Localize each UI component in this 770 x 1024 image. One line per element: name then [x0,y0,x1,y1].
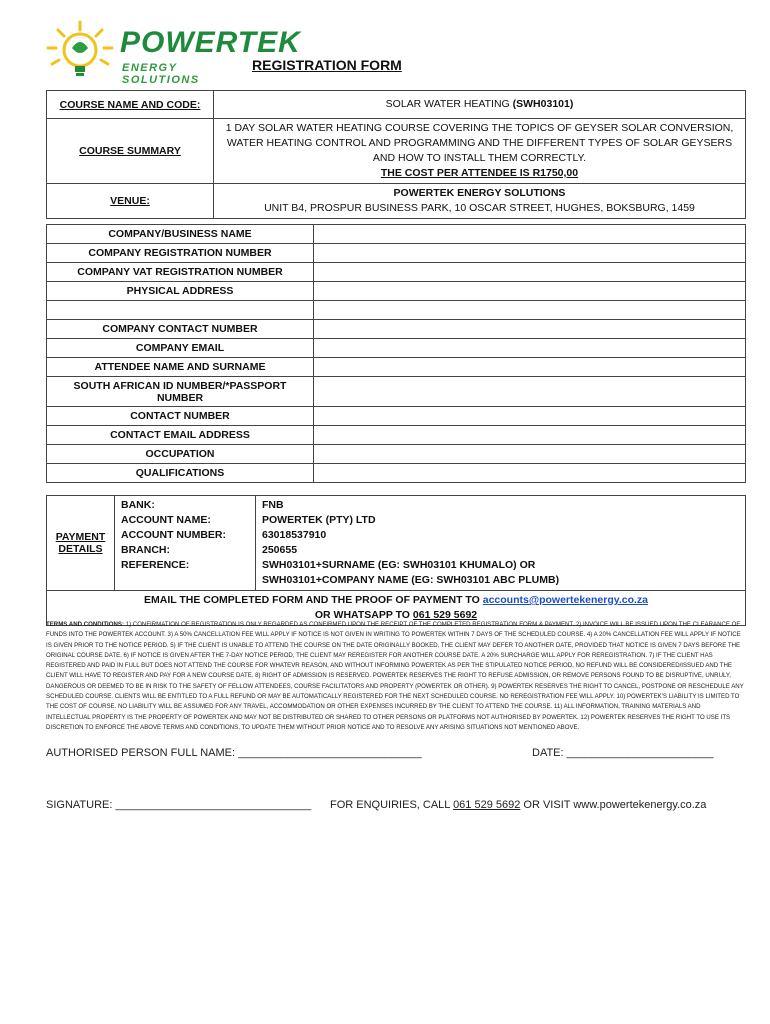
form-row [47,339,746,358]
date-field[interactable]: DATE: ________________________ [532,747,714,759]
field-label: COMPANY/BUSINESS NAME [47,225,314,244]
account-number-key: ACCOUNT NUMBER: [121,529,226,541]
enquiries-phone[interactable]: 061 529 5692 [453,799,521,811]
form-row [47,320,746,339]
field-input[interactable] [314,225,746,244]
form-row [47,282,746,301]
form-row [47,445,746,464]
terms-heading: TERMS AND CONDITIONS: [46,621,124,628]
sun-bulb-icon [40,18,120,84]
course-summary-label: COURSE SUMMARY [47,119,214,184]
form-row [47,377,746,407]
field-input[interactable] [314,358,746,377]
form-row [47,464,746,483]
payment-keys [115,496,256,591]
enquiries-line: FOR ENQUIRIES, CALL 061 529 5692 OR VISIT www.powertekenergy.co.za [330,799,707,811]
branch-value: 250655 [262,544,298,556]
form-row [47,263,746,282]
bank-key: BANK: [121,499,155,511]
authorised-person-field[interactable]: AUTHORISED PERSON FULL NAME: ______________________________ [46,747,422,759]
form-row [47,225,746,244]
field-label: COMPANY REGISTRATION NUMBER [47,244,314,263]
field-label: PHYSICAL ADDRESS [47,282,314,301]
form-row [47,358,746,377]
course-name-label: COURSE NAME AND CODE: [47,91,214,119]
field-input[interactable] [314,377,746,407]
account-number-value: 63018537910 [262,529,327,541]
whatsapp-number[interactable]: 061 529 5692 [412,609,478,621]
field-input[interactable] [314,282,746,301]
field-input[interactable] [314,244,746,263]
bank-value: FNB [262,499,284,511]
field-label [47,301,314,320]
field-label: COMPANY CONTACT NUMBER [47,320,314,339]
payment-details-label: PAYMENT DETAILS [47,496,115,591]
form-row [47,407,746,426]
reference-value-2: SWH03101+COMPANY NAME (EG: SWH03101 ABC PLUMB) [262,574,560,586]
field-input[interactable] [314,445,746,464]
payment-values [256,496,746,591]
form-row [47,301,746,320]
field-input[interactable] [314,407,746,426]
page-title: REGISTRATION FORM [252,57,402,73]
account-name-key: ACCOUNT NAME: [121,514,211,526]
accounts-email-link[interactable]: accounts@powertekenergy.co.za [482,594,648,606]
course-cost: THE COST PER ATTENDEE IS R1750,00 [380,167,579,179]
field-input[interactable] [314,263,746,282]
account-name-value: POWERTEK (PTY) LTD [262,514,376,526]
logo-wordmark: POWERTEK [120,26,301,59]
field-input[interactable] [314,464,746,483]
payment-details-table [46,495,746,626]
field-input[interactable] [314,320,746,339]
field-label: OCCUPATION [47,445,314,464]
field-input[interactable] [314,339,746,358]
venue-value: POWERTEK ENERGY SOLUTIONS UNIT B4, PROSPUR BUSINESS PARK, 10 OSCAR STREET, HUGHES, BOKSBURG, 1459 [214,184,746,219]
field-label: CONTACT NUMBER [47,407,314,426]
terms-and-conditions [46,620,746,733]
powertek-logo [40,18,301,86]
branch-key: BRANCH: [121,544,170,556]
logo-tagline: ENERGY SOLUTIONS [122,62,200,86]
field-label: QUALIFICATIONS [47,464,314,483]
field-input[interactable] [314,426,746,445]
course-name-value: SOLAR WATER HEATING (SWH03101) [214,91,746,119]
venue-label: VENUE: [47,184,214,219]
terms-body: 1) CONFIRMATION OF REGISTRATION IS ONLY REGARDED AS CONFIRMED UPON THE RECEIPT OF THE COMPLETED REGISTRATION FORM & PAYMENT. 2) INVOICE WILL BE ISSUED UPON THE CLEARANCE OF FUNDS INTO THE POWERTEK ACCOUNT. 3) A 50% CANCELLATION FEE WILL APPLY IF NOTICE IS NOT GIVEN IN WRITING TO POWERTEK WITHIN 7 DAYS OF THE SCHEDULED COURSE. 4) A 20% CANCELLATION FEE WILL APPLY IF NOTICE IS GIVEN PRIOR TO THE NOTICE PERIOD. 5) IF THE CLIENT IS UNABLE TO ATTEND THE COURSE ON THE DATE ORIGINALLY BOOKED, THE CLIENT MAY DEFER TO ANOTHER DATE, PROVIDED THAT NOTICE IS GIVEN 7 DAYS BEFORE THE ORIGINAL COURSE DATE. 6) IF NOTICE IS GIVEN AFTER THE 7-DAY NOTICE PERIOD, THE CLIENT MAY REREGISTER FOR ANOTHER COURSE DATE. A 20% SURCHARGE WILL APPLY FOR REREGISTRATION. 7) IF THE CLIENT HAS REGISTERED AND PAID IN FULL BUT DOES NOT ATTEND THE COURSE FOR WHATEVR REASON, AND WITHOUT INFORMING POWERTEK AS PER THE STIPULATED NOTICE PERIOD, NO REFUND WILL BE CONSIDERED/ISSUED AND THE CLIENT WILL HAVE TO REGISTER AND PAY FOR A NEW COURSE DATE. 8) RIGHT OF ADMISSION IS RESERVED. POWERTEK RESERVES THE RIGHT TO REFUSE ADMISSION, OR REMOVE PERSONS FOUND TO BE DISRUPTIVE, UNRULY, DANGEROUS OR DEEMED TO BE IN RISK TO THE SAFETY OF FELLOW ATTENDEES, COURSE FACILITATORS AND PROPERTY (POWERTEK OR OTHER). 9) POWERTEK RESERVES THE RIGHT TO CANCEL, POSTPONE OR RESCHEDULE ANY SCHEDULED COURSE. CLIENTS WILL BE ENTITLED TO A FULL REFUND OR MAY BE AUTOMATICALLY REGISTERED FOR THE NEXT SCHEDULED COURSE. NO REREGISTRATION FEE WILL APPLY. 10) POWERTEK'S LIABILITY IS LIMITED TO THE COST OF COURSE. NO LIABILITY WILL BE ASSUMED FOR ANY TRAVEL, ACCOMMODATION OR OTHER EXPENSES INCURRED BY THE CLIENT TO ATTEND THE COURSE. 11) ALL INFORMATION, TRAINING MATERIALS AND INTELLECTUAL PROPERTY IS THE PROPERTY OF POWERTEK AND MAY NOT BE DISTRIBUTED OR SHARED TO OTHER PERSONS OR PLATFORMS NOT AUTHORISED BY POWERTEK. 12) POWERTEK RESERVES THE RIGHT TO USE ITS DISCRETION TO ENFORCE THE ABOVE TERMS AND CONDITIONS, TO UPDATE THEM WITHOUT PRIOR NOTICE AND TO RESOLVE ANY ARISING SITUATIONS NOT MENTIONED ABOVE. [46,621,744,731]
reference-value-1: SWH03101+SURNAME (EG: SWH03101 KHUMALO) OR [262,559,536,571]
field-label: COMPANY VAT REGISTRATION NUMBER [47,263,314,282]
field-label: CONTACT EMAIL ADDRESS [47,426,314,445]
registration-fields-table [46,224,746,483]
field-label: ATTENDEE NAME AND SURNAME [47,358,314,377]
course-summary-value: 1 DAY SOLAR WATER HEATING COURSE COVERING THE TOPICS OF GEYSER SOLAR CONVERSION, WATER HEATING CONTROL AND PROGRAMMING AND THE DIFFERENT TYPES OF SOLAR GEYSERS AND HOW TO INSTALL THEM CORRECTLY. THE COST PER ATTENDEE IS R1750,00 [214,119,746,184]
reference-key: REFERENCE: [121,559,190,571]
field-label: SOUTH AFRICAN ID NUMBER/*PASSPORT NUMBER [47,377,314,407]
course-table [46,90,746,219]
field-label: COMPANY EMAIL [47,339,314,358]
field-input[interactable] [314,301,746,320]
form-row [47,244,746,263]
signature-field[interactable]: SIGNATURE: ________________________________ [46,799,312,811]
form-row [47,426,746,445]
submission-instructions: EMAIL THE COMPLETED FORM AND THE PROOF OF PAYMENT TO accounts@powertekenergy.co.za OR WHATSAPP TO 061 529 5692 [47,591,746,626]
